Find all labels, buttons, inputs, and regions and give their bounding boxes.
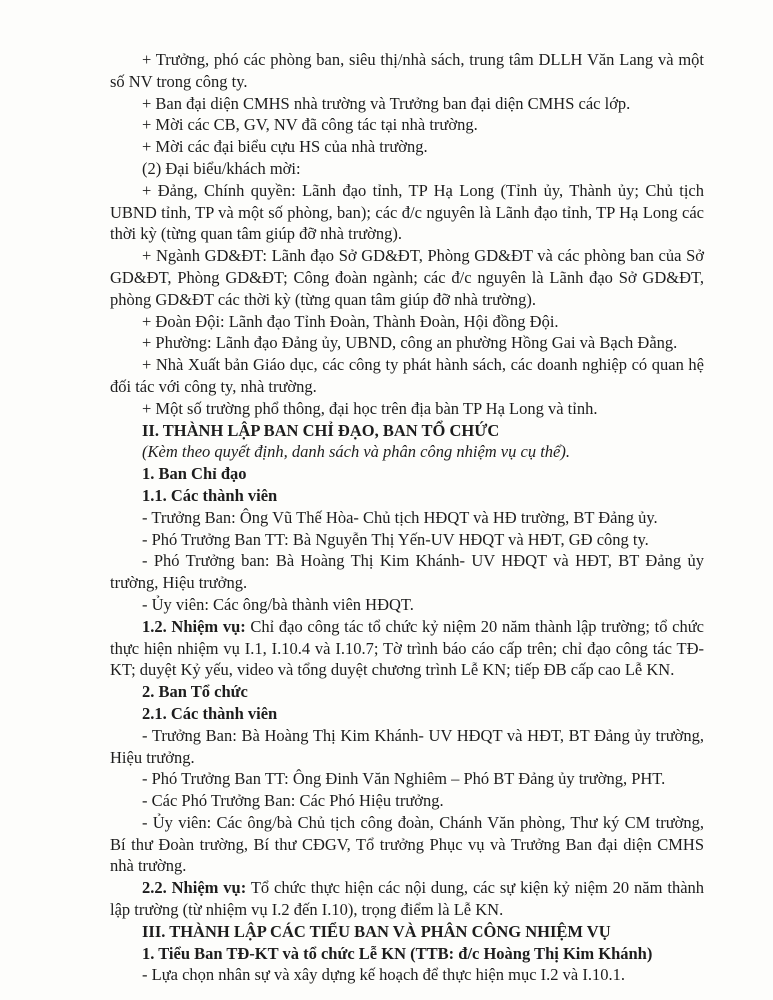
para-steering-deputy: - Phó Trưởng ban: Bà Hoàng Thị Kim Khánh- UV HĐQT và HĐT, BT Đảng ủy trường, Hiệu trưởng. <box>110 551 704 593</box>
para-subcommittee-1-task: - Lựa chọn nhân sự và xây dựng kế hoạch để thực hiện mục I.2 và I.10.1. <box>142 965 625 985</box>
note-attached-decision: (Kèm theo quyết định, danh sách và phân công nhiệm vụ cụ thể). <box>142 442 570 462</box>
para-cmhs-representatives: + Ban đại diện CMHS nhà trường và Trưởng ban đại diện CMHS các lớp. <box>142 93 631 113</box>
para-steering-duties <box>110 616 704 681</box>
para-organizing-deputy-tt: - Phó Trưởng Ban TT: Ông Đinh Văn Nghiêm – Phó BT Đảng ủy trường, PHT. <box>142 769 666 789</box>
para-schools-guests: + Một số trường phổ thông, đại học trên địa bàn TP Hạ Long và tỉnh. <box>142 398 598 418</box>
heading-steering-committee: 1. Ban Chỉ đạo <box>142 464 247 484</box>
organizing-duties-text: Tổ chức thực hiện các nội dung, các sự kiện kỷ niệm 20 năm thành lập trường (từ nhiệm vụ I.2 đến I.10), trọng điểm là Lễ KN. <box>110 878 705 920</box>
steering-duties-text: Chỉ đạo công tác tổ chức kỷ niệm 20 năm thành lập trường; tổ chức thực hiện nhiệm vụ I.1, I.10.4 và I.10.7; Tờ trình báo cáo cấp trên; chỉ đạo công tác TĐ-KT; duyệt Kỷ yếu, video và tổng duyệt chương trình Lễ KN; tiếp ĐB cấp cao Lễ KN. <box>110 616 704 680</box>
para-organizing-head: - Trưởng Ban: Bà Hoàng Thị Kim Khánh- UV HĐQT và HĐT, BT Đảng ủy trường, Hiệu trưởng. <box>110 725 704 767</box>
para-steering-members-list: - Ủy viên: Các ông/bà thành viên HĐQT. <box>142 594 414 614</box>
para-former-staff-invitees: + Mời các CB, GV, NV đã công tác tại nhà trường. <box>142 115 478 135</box>
para-education-sector-guests: + Ngành GD&ĐT: Lãnh đạo Sở GD&ĐT, Phòng GD&ĐT và các phòng ban của Sở GD&ĐT, Phòng GD&ĐT; Công đoàn ngành; các đ/c nguyên là Lãnh đạo Sở GD&ĐT, phòng GD&ĐT các thời kỳ (từng quan tâm giúp đỡ nhà trường). <box>110 246 704 309</box>
heading-section-ii: II. THÀNH LẬP BAN CHỈ ĐẠO, BAN TỔ CHỨC <box>142 420 500 440</box>
para-ward-guests: + Phường: Lãnh đạo Đảng ủy, UBND, công an phường Hồng Gai và Bạch Đằng. <box>142 333 678 353</box>
heading-subcommittee-1: 1. Tiểu Ban TĐ-KT và tổ chức Lễ KN (TTB: đ/c Hoàng Thị Kim Khánh) <box>142 943 653 963</box>
para-alumni-invitees: + Mời các đại biểu cựu HS của nhà trường. <box>142 137 428 157</box>
heading-steering-members: 1.1. Các thành viên <box>142 485 278 505</box>
para-publisher-partner-guests: + Nhà Xuất bản Giáo dục, các công ty phát hành sách, các doanh nghiệp có quan hệ đối tác với công ty, nhà trường. <box>110 355 704 396</box>
heading-organizing-members: 2.1. Các thành viên <box>142 703 278 723</box>
para-organizing-duties <box>110 877 704 921</box>
heading-organizing-committee: 2. Ban Tổ chức <box>142 682 248 702</box>
para-steering-deputy-tt: - Phó Trưởng Ban TT: Bà Nguyễn Thị Yến-UV HĐQT và HĐT, GĐ công ty. <box>142 529 649 549</box>
para-steering-head: - Trưởng Ban: Ông Vũ Thế Hòa- Chủ tịch HĐQT và HĐ trường, BT Đảng ủy. <box>142 507 658 527</box>
heading-section-iii: III. THÀNH LẬP CÁC TIỂU BAN VÀ PHÂN CÔNG NHIỆM VỤ <box>142 921 611 941</box>
para-organizing-members-list: - Ủy viên: Các ông/bà Chủ tịch công đoàn, Chánh Văn phòng, Thư ký CM trường, Bí thư Đoàn trường, Bí thư CĐGV, Tổ trưởng Phục vụ và Trưởng Ban đại diện CMHS nhà trường. <box>110 812 704 876</box>
steering-duties-label: 1.2. Nhiệm vụ: <box>142 616 246 636</box>
para-party-government-guests: + Đảng, Chính quyền: Lãnh đạo tỉnh, TP Hạ Long (Tỉnh ủy, Thành ủy; Chủ tịch UBND tỉnh, TP và một số phòng, ban); các đ/c nguyên là Lãnh đạo tỉnh, TP Hạ Long các thời kỳ (từng quan tâm giúp đỡ nhà trường). <box>110 180 704 244</box>
para-organizing-deputies: - Các Phó Trưởng Ban: Các Phó Hiệu trưởng. <box>142 791 444 811</box>
document-body <box>110 49 704 986</box>
organizing-duties-label: 2.2. Nhiệm vụ: <box>142 878 247 898</box>
para-guest-list-label: (2) Đại biểu/khách mời: <box>142 158 301 178</box>
para-youth-union-guests: + Đoàn Đội: Lãnh đạo Tỉnh Đoàn, Thành Đoàn, Hội đồng Đội. <box>142 311 559 331</box>
para-company-staff-invitees: + Trưởng, phó các phòng ban, siêu thị/nhà sách, trung tâm DLLH Văn Lang và một số NV trong công ty. <box>110 50 704 91</box>
